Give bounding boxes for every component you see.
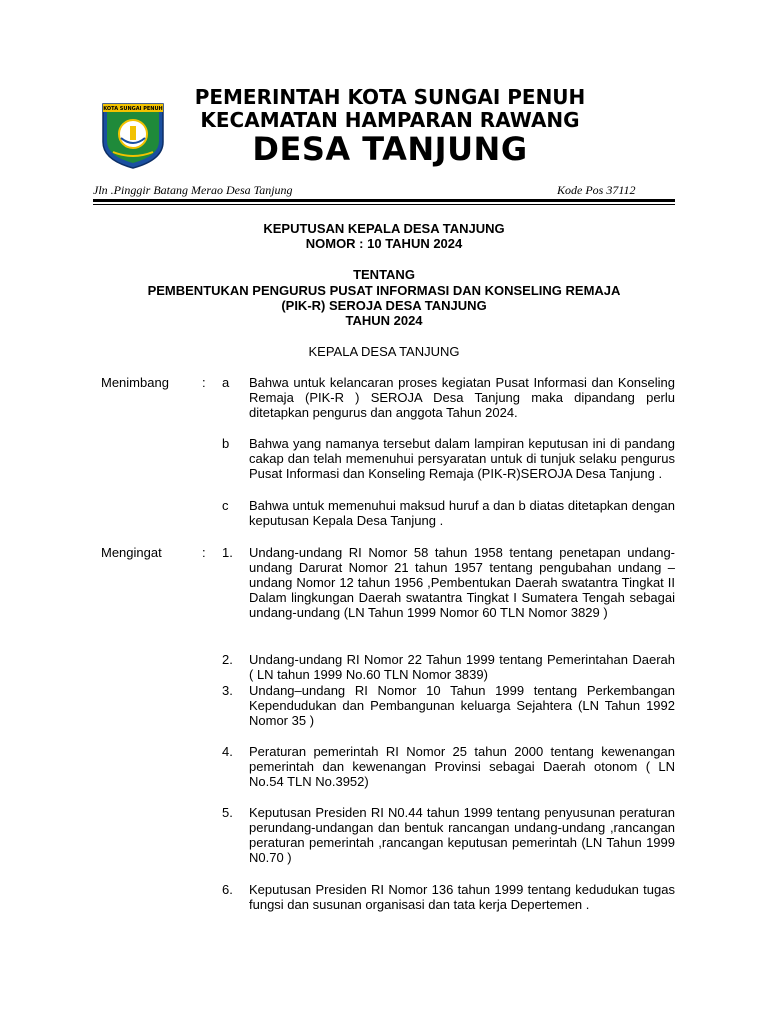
logo-banner-text: KOTA SUNGAI PENUH [103,106,163,112]
decree-year: TAHUN 2024 [345,313,423,328]
list-marker: 6. [222,882,233,897]
list-marker: a [222,375,230,390]
decree-subject-line1: PEMBENTUKAN PENGURUS PUSAT INFORMASI DAN KONSELING REMAJA [147,283,621,298]
letterhead-village: DESA TANJUNG [252,130,528,168]
list-marker: 3. [222,683,233,698]
decree-issuer: KEPALA DESA TANJUNG [308,344,460,359]
list-marker: 1. [222,545,233,560]
list-item-text: Peraturan pemerintah RI Nomor 25 tahun 2000 tentang kewenangan pemerintah dan kewenangan Provinsi sebagai Daerah otonom ( LN No.54 TLN No.3952) [249,744,675,789]
list-item-text: Bahwa untuk memenuhui maksud huruf a dan b diatas ditetapkan dengan keputusan Kepala Desa Tanjung . [249,498,675,528]
section-label-mengingat: Mengingat [101,545,162,560]
decree-subject-line2: (PIK-R) SEROJA DESA TANJUNG [281,298,487,313]
letterhead-postal-code: Kode Pos 37112 [557,183,636,197]
letterhead-district: KECAMATAN HAMPARAN RAWANG [200,108,580,132]
list-marker: b [222,436,230,451]
list-item-text: Undang–undang RI Nomor 10 Tahun 1999 tentang Perkembangan Kependudukan dan Pembangunan keluarga Sejahtera (LN Tahun 1992 Nomor 35 ) [249,683,675,728]
list-item-text: Bahwa yang namanya tersebut dalam lampiran keputusan ini di pandang cakap dan telah memenuhui persyaratan untuk di tunjuk selaku pengurus Pusat Informasi dan Konseling Remaja (PIK-R)SEROJA Desa Tanjung . [249,436,675,481]
list-item-text: Keputusan Presiden RI N0.44 tahun 1999 tentang penyusunan peraturan perundang-undangan dan bentuk rancangan undang-undang ,rancangan peraturan pemerintah ,rancangan keputusan pemerintah (LN Tahun 1999 N0.70 ) [249,805,675,865]
decree-about: TENTANG [353,267,415,282]
letterhead-divider-thin [93,204,675,205]
list-marker: 2. [222,652,233,667]
list-marker: 5. [222,805,233,820]
list-marker: c [222,498,229,513]
letterhead-divider-thick [93,199,675,202]
letterhead-address: Jln .Pinggir Batang Merao Desa Tanjung [93,183,293,197]
decree-title: KEPUTUSAN KEPALA DESA TANJUNG [263,221,505,236]
decree-number: NOMOR : 10 TAHUN 2024 [305,236,463,251]
list-item-text: Undang-undang RI Nomor 22 Tahun 1999 tentang Pemerintahan Daerah ( LN tahun 1999 No.60 TLN Nomor 3839) [249,652,675,682]
list-marker: 4. [222,744,233,759]
section-label-menimbang: Menimbang [101,375,169,390]
section-colon: : [202,545,206,560]
letterhead-government: PEMERINTAH KOTA SUNGAI PENUH [194,85,586,109]
section-colon: : [202,375,206,390]
list-item-text: Keputusan Presiden RI Nomor 136 tahun 1999 tentang kedudukan tugas fungsi dan susunan organisasi dan tata kerja Depertemen . [249,882,675,912]
list-item-text: Undang-undang RI Nomor 58 tahun 1958 tentang penetapan undang-undang Darurat Nomor 21 tahun 1957 tentang pengubahan undang –undang Nomor 12 tahun 1956 ,Pembentukan Daerah swatantra Tingkat II Dalam lingkungan Daerah swatantra Tingkat I Sumatera Tengah sebagai undang-undang (LN Tahun 1999 Nomor 60 TLN Nomor 3829 ) [249,545,675,620]
list-item-text: Bahwa untuk kelancaran proses kegiatan Pusat Informasi dan Konseling Remaja (PIK-R ) SEROJA Desa Tanjung maka dipandang perlu ditetapkan pengurus dan anggota Tahun 2024. [249,375,675,420]
